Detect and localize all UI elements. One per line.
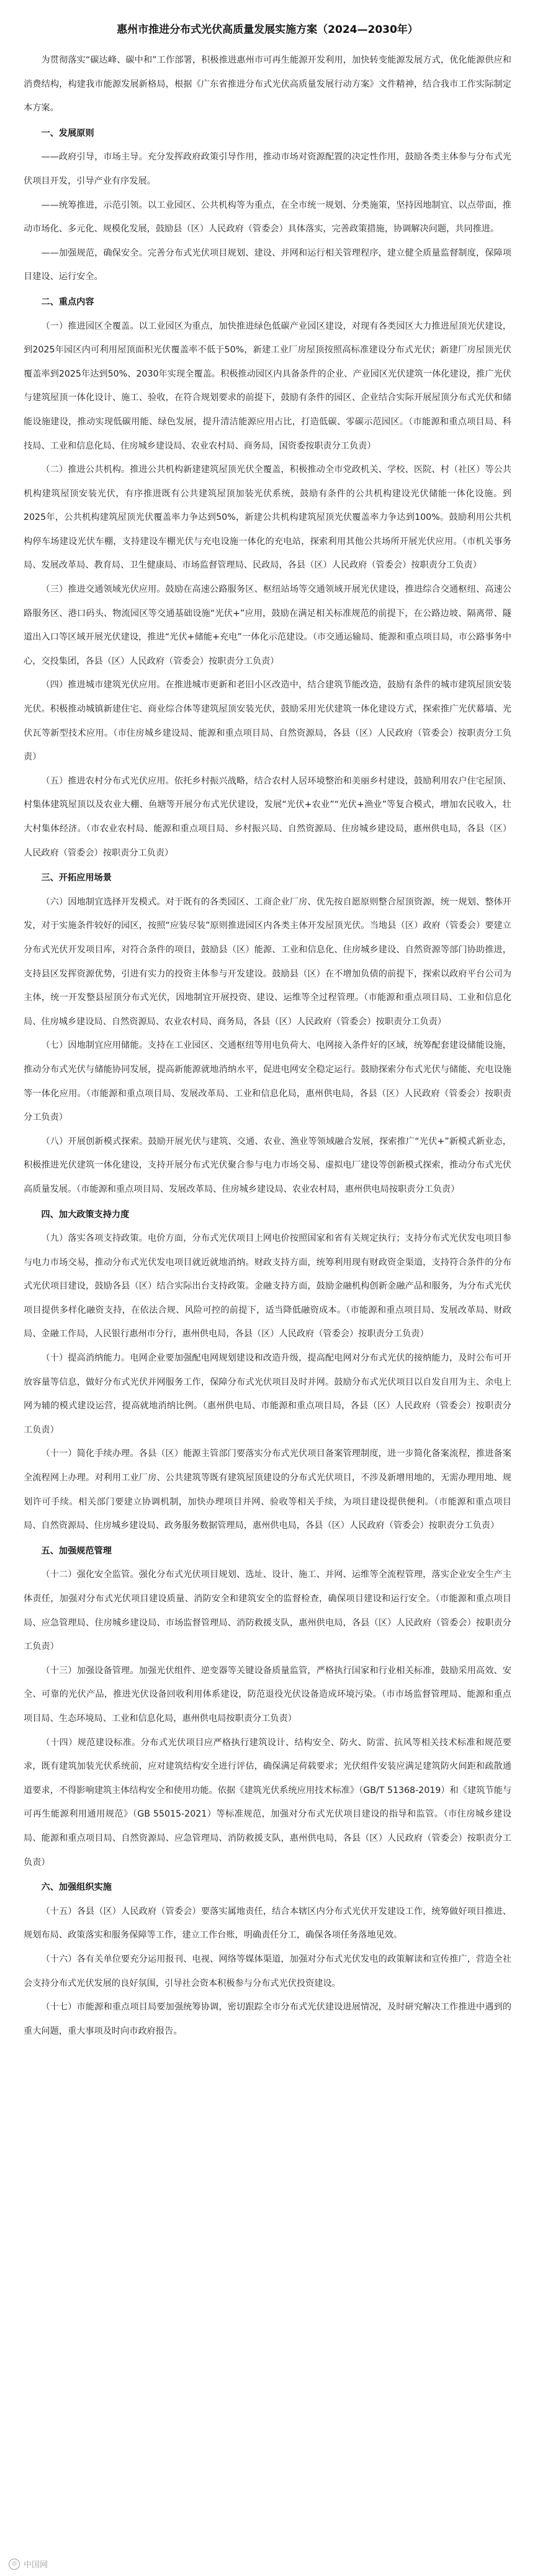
paragraph: （十）提高消纳能力。电网企业要加强配电网规划建设和改造升级，提高配电网对分布式光伏的接纳能力，及时公布可开放容量等信息，做好分布式光伏并网服务工作，保障分布式光伏项目及时并网。鼓励分布式光伏项目以自发自用为主、余电上网为辅的模式建设运营，提高就地消纳比例。（惠州供电局、市能源和重点项目局，各县（区）人民政府（管委会）按职责分工负责） [24, 1353, 511, 1435]
section-heading-1: 一、发展原则 [41, 128, 94, 138]
paragraph: （一）推进园区全覆盖。以工业园区为重点，加快推进绿色低碳产业园区建设，对现有各类园区大力推进屋顶光伏建设，到2025年园区内可利用屋顶面积光伏覆盖率不低于50%，新建工业厂房屋顶按照高标准建设分布式光伏；新建厂房屋顶光伏覆盖率到2025年达到50%、2030年实现全覆盖。积极推动园区内具备条件的企业、产业园区光伏建筑一体化建设，推广光伏与建筑屋顶一体化设计、施工、验收，在符合规划要求的前提下，鼓励有条件的园区、企业结合实际开展屋顶分布式光伏和储能设施建设，推动实现低碳用能、绿色发展，提升清洁能源应用占比，打造低碳、零碳示范园区。（市能源和重点项目局、科技局、工业和信息化局、住房城乡建设局、农业农村局、商务局，国资委按职责分工负责） [24, 321, 511, 451]
document-body [24, 48, 511, 2043]
paragraph: （十五）各县（区）人民政府（管委会）要落实属地责任，结合本辖区内分布式光伏开发建设工作，统筹做好项目推进、规划布局、政策落实和服务保障等工作，建立工作台账，明确责任分工，确保各项任务落地见效。 [24, 1906, 511, 1941]
section-heading-3: 三、开拓应用场景 [41, 873, 112, 883]
watermark-text: 中国网 [24, 2560, 48, 2570]
paragraph: （十六）各有关单位要充分运用报刊、电视、网络等媒体渠道，加强对分布式光伏发电的政策解读和宣传推广，营造全社会支持分布式光伏发展的良好氛围，引导社会资本积极参与分布式光伏投资建设。 [24, 1954, 511, 1988]
paragraph: （十一）简化手续办理。各县（区）能源主管部门要落实分布式光伏项目备案管理制度，进一步简化备案流程，推进备案全流程网上办理。对利用工业厂房、公共建筑等既有建筑屋顶建设的分布式光伏项目，不涉及新增用地的，无需办理用地、规划许可手续。相关部门要建立协调机制，加快办理项目并网、验收等相关手续，为项目建设提供便利。（市能源和重点项目局、自然资源局、住房城乡建设局、政务服务数据管理局，惠州供电局，各县（区）人民政府（管委会）按职责分工负责） [24, 1449, 511, 1531]
paragraph: ——统筹推进，示范引领。以工业园区、公共机构等为重点，在全市统一规划、分类施策，坚持因地制宜、以点带面，推动市场化、多元化、规模化发展，鼓励县（区）人民政府（管委会）具体落实，完善政策措施，协调解决问题，共同推进。 [24, 200, 511, 235]
source-watermark [9, 2558, 48, 2570]
section-heading-5: 五、加强规范管理 [41, 1545, 112, 1556]
paragraph: ——政府引导，市场主导。充分发挥政府政策引导作用，推动市场对资源配置的决定性作用，鼓励各类主体参与分布式光伏项目开发，引导产业有序发展。 [24, 152, 511, 186]
paragraph: （六）因地制宜选择开发模式。对于既有的各类园区、工商企业厂房、优先按自愿原则整合屋顶资源，统一规划、整体开发，对于实施条件较好的园区，按照“应装尽装”原则推进园区内各类主体开发屋顶光伏。当地县（区）政府（管委会）要建立分布式光伏开发项目库，对符合条件的项目，鼓励县（区）能源、工业和信息化、住房城乡建设、自然资源等部门协助推进，支持县区发挥资源优势，引进有实力的投资主体参与开发建设。鼓励县（区）在不增加负债的前提下，探索以政府平台公司为主体，统一开发整县屋顶分布式光伏，因地制宜开展投资、建设、运维等全过程管理。（市能源和重点项目局、工业和信息化局、住房城乡建设局、自然资源局、农业农村局、商务局，各县（区）人民政府（管委会）按职责分工负责） [24, 897, 511, 1027]
intro-paragraph: 为贯彻落实“碳达峰、碳中和”工作部署，积极推进惠州市可再生能源开发利用，加快转变能源发展方式，优化能源供应和消费结构，构建我市能源发展新格局，根据《广东省推进分布式光伏高质量发展行动方案》文件精神，结合我市工作实际制定本方案。 [24, 55, 511, 114]
section-heading-4: 四、加大政策支持力度 [41, 1209, 130, 1220]
section-heading-2: 二、重点内容 [41, 297, 94, 307]
paragraph: （十七）市能源和重点项目局要加强统筹协调，密切跟踪全市分布式光伏建设进展情况，及时研究解决工作推进中遇到的重大问题，重大事项及时向市政府报告。 [24, 2002, 511, 2036]
paragraph: ——加强规范，确保安全。完善分布式光伏项目规划、建设、并网和运行相关管理程序，建立健全质量监督制度，保障项目建设、运行安全。 [24, 248, 511, 282]
paragraph: （十三）加强设备管理。加强光伏组件、逆变器等关键设备质量监管，严格执行国家和行业相关标准，鼓励采用高效、安全、可靠的光伏产品，推进光伏设备回收利用体系建设，防范退役光伏设备造成环境污染。（市市场监督管理局、能源和重点项目局、生态环境局、工业和信息化局，惠州供电局按职责分工负责） [24, 1665, 511, 1724]
paragraph: （四）推进城市建筑光伏应用。在推进城市更新和老旧小区改造中，结合建筑节能改造，鼓励有条件的城市建筑屋顶安装光伏。积极推动城镇新建住宅、商业综合体等建筑屋顶安装光伏，鼓励采用光伏建筑一体化建设方式，探索推广光伏幕墙、光伏瓦等新型技术应用。（市住房城乡建设局、能源和重点项目局、自然资源局，各县（区）人民政府（管委会）按职责分工负责） [24, 680, 511, 763]
paragraph: （九）落实各项支持政策。电价方面，分布式光伏项目上网电价按照国家和省有关规定执行；支持分布式光伏发电项目参与电力市场交易，推动分布式光伏发电项目就近就地消纳。财政支持方面，统筹利用现有财政资金渠道，支持符合条件的分布式光伏项目建设，鼓励各县（区）结合实际出台支持政策。金融支持方面，鼓励金融机构创新金融产品和服务，为分布式光伏项目提供多样化融资支持，在依法合规、风险可控的前提下，适当降低融资成本。（市能源和重点项目局、发展改革局、财政局、金融工作局，人民银行惠州市分行，惠州供电局，各县（区）人民政府（管委会）按职责分工负责） [24, 1233, 511, 1339]
paragraph: （十二）强化安全监管。强化分布式光伏项目规划、选址、设计、施工、并网、运维等全流程管理，落实企业安全生产主体责任，加强对分布式光伏项目建设质量、消防安全和建筑安全的监督检查，确保项目建设和运行安全。（市能源和重点项目局、应急管理局、住房城乡建设局、市场监督管理局、消防救援支队，惠州供电局，各县（区）人民政府（管委会）按职责分工负责） [24, 1570, 511, 1652]
paragraph: （八）开展创新模式探索。鼓励开展光伏与建筑、交通、农业、渔业等领域融合发展，探索推广“光伏+”新模式新业态，积极推进光伏建筑一体化建设，支持开展分布式光伏聚合参与电力市场交易、虚拟电厂建设等创新模式探索，推动分布式光伏高质量发展。（市能源和重点项目局、发展改革局、住房城乡建设局、农业农村局，惠州供电局按职责分工负责） [24, 1136, 511, 1194]
paragraph: （五）推进农村分布式光伏应用。依托乡村振兴战略，结合农村人居环境整治和美丽乡村建设，鼓励利用农户住宅屋顶、村集体建筑屋顶以及农业大棚、鱼塘等开展分布式光伏建设，发展“光伏+农业”“光伏+渔业”等复合模式，增加农民收入，壮大村集体经济。（市农业农村局、能源和重点项目局、乡村振兴局、自然资源局、住房城乡建设局，惠州供电局，各县（区）人民政府（管委会）按职责分工负责） [24, 776, 511, 858]
section-heading-6: 六、加强组织实施 [41, 1882, 112, 1893]
paragraph: （三）推进交通领域光伏应用。鼓励在高速公路服务区、枢纽站场等交通领域开展光伏建设，推进综合交通枢纽、高速公路服务区、港口码头、物流园区等交通基础设施“光伏+”应用，鼓励在满足相关标准规范的前提下，在公路边坡、隔离带、隧道出入口等区域开展光伏建设，推进“光伏+储能+充电”一体化示范建设。（市交通运输局、能源和重点项目局，市公路事务中心，交投集团，各县（区）人民政府（管委会）按职责分工负责） [24, 584, 511, 666]
document-title: 惠州市推进分布式光伏高质量发展实施方案（2024—2030年） [117, 24, 418, 36]
paragraph: （十四）规范建设标准。分布式光伏项目应严格执行建筑设计、结构安全、防火、防雷、抗风等相关技术标准和规范要求，既有建筑加装光伏系统前，应对建筑结构安全进行评估，确保满足荷载要求；光伏组件安装应满足建筑防火间距和疏散通道要求，不得影响建筑主体结构安全和使用功能。依据《建筑光伏系统应用技术标准》（GB/T 51368-2019）和《建筑节能与可再生能源利用通用规范》（GB 55015-2021）等标准规范，加强对分布式光伏项目建设的指导和监管。（市住房城乡建设局、能源和重点项目局、自然资源局、应急管理局、消防救援支队，惠州供电局，各县（区）人民政府（管委会）按职责分工负责） [24, 1737, 511, 1867]
paragraph: （七）因地制宜应用储能。支持在工业园区、交通枢纽等用电负荷大、电网接入条件好的区域，统筹配套建设储能设施，推动分布式光伏与储能协同发展，提高新能源就地消纳水平，促进电网安全稳定运行。鼓励探索分布式光伏与储能、充电设施等一体化应用。（市能源和重点项目局、发展改革局、工业和信息化局，惠州供电局，各县（区）人民政府（管委会）按职责分工负责） [24, 1040, 511, 1123]
paragraph: （二）推进公共机构。推进公共机构新建建筑屋顶光伏全覆盖，积极推动全市党政机关、学校、医院、村（社区）等公共机构建筑屋顶安装光伏，有序推进既有公共建筑屋顶加装光伏系统，鼓励有条件的公共机构建设光伏储能一体化设施。到2025年，公共机构建筑屋顶光伏覆盖率力争达到50%，新建公共机构建筑屋顶光伏覆盖率力争达到100%。鼓励利用公共机构停车场建设光伏车棚，支持建设车棚光伏与充电设施一体化的充电站，探索利用其他公共场所开展光伏应用。（市机关事务局、发展改革局、教育局、卫生健康局、市场监督管理局、民政局，各县（区）人民政府（管委会）按职责分工负责） [24, 465, 511, 571]
watermark-logo-icon: ◎ [9, 2559, 20, 2570]
